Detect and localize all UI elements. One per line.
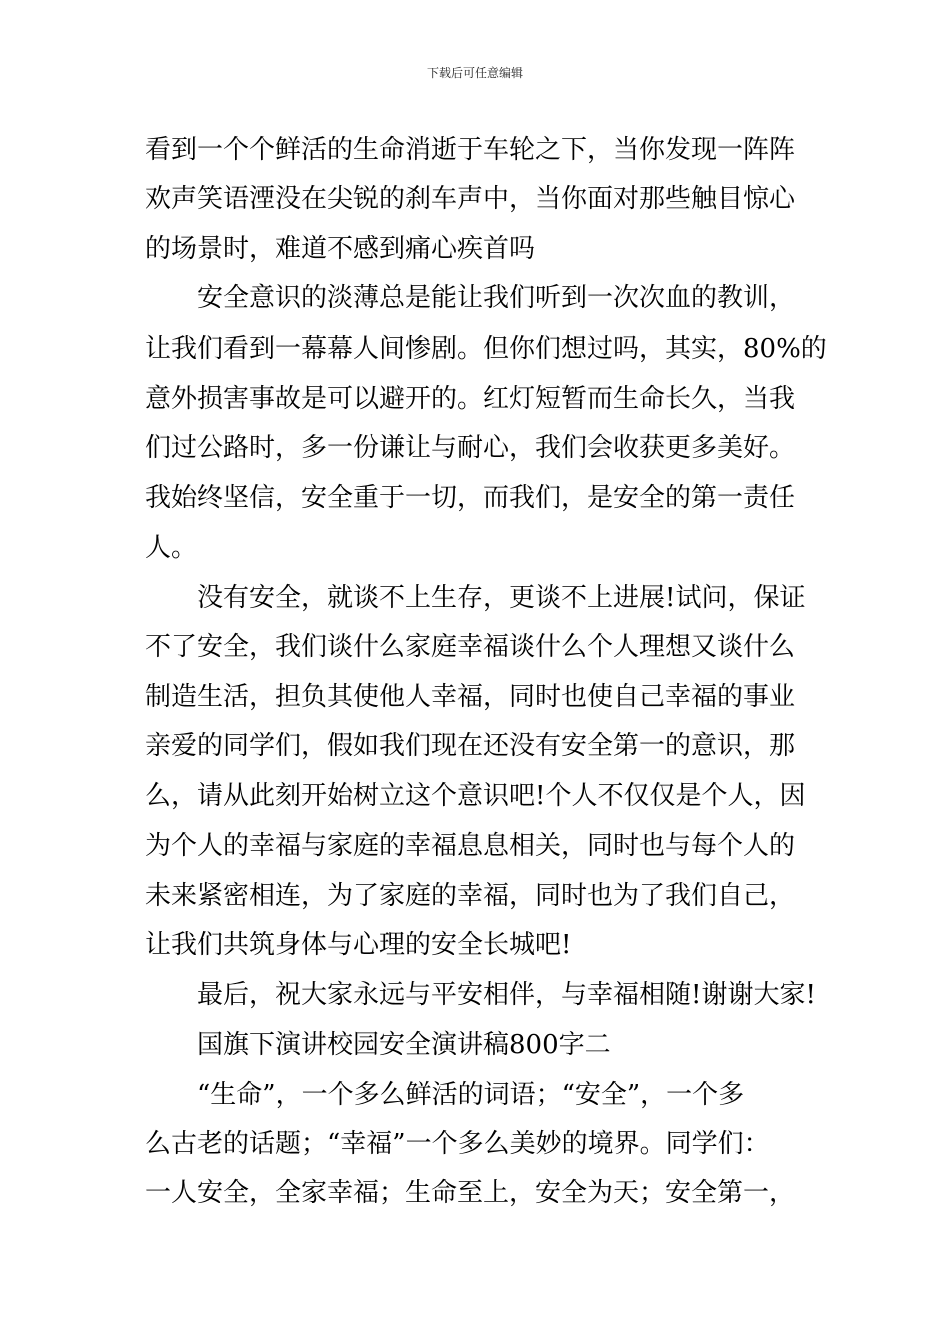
text-line: 们过公路时，多一份谦让与耐心，我们会收获更多美好。 [145,433,796,463]
text-line: “生命”，一个多么鲜活的词语；“安全”，一个多 [197,1080,745,1110]
text-line: 人。 [145,533,198,563]
text-line: 没有安全，就谈不上生存，更谈不上进展!试问，保证 [197,583,806,613]
text-line: 么，请从此刻开始树立这个意识吧!个人不仅仅是个人，因 [145,781,806,811]
text-line: 让我们看到一幕幕人间惨剧。但你们想过吗，其实，80%的 [145,334,827,364]
text-line: 制造生活，担负其使他人幸福，同时也使自己幸福的事业 [145,682,796,712]
text-line: 么古老的话题；“幸福”一个多么美妙的境界。同学们： [145,1129,770,1159]
text-line: 我始终坚信，安全重于一切，而我们，是安全的第一责任 [145,483,796,513]
text-line: 安全意识的淡薄总是能让我们听到一次次血的教训， [197,283,796,313]
text-line: 的场景时，难道不感到痛心疾首吗 [145,234,536,264]
text-line: 最后，祝大家永远与平安相伴，与幸福相随!谢谢大家! [197,980,816,1010]
text-line: 不了安全，我们谈什么家庭幸福谈什么个人理想又谈什么 [145,632,796,662]
text-line: 一人安全，全家幸福；生命至上，安全为天；安全第一， [145,1178,796,1208]
text-line: 欢声笑语湮没在尖锐的刹车声中，当你面对那些触目惊心 [145,184,796,214]
text-line: 看到一个个鲜活的生命消逝于车轮之下，当你发现一阵阵 [145,135,796,165]
text-line: 意外损害事故是可以避开的。红灯短暂而生命长久，当我 [145,384,796,414]
page-header: 下载后可任意编辑 [426,66,523,80]
text-line: 让我们共筑身体与心理的安全长城吧! [145,930,572,960]
text-line: 为个人的幸福与家庭的幸福息息相关，同时也与每个人的 [145,831,796,861]
text-line: 亲爱的同学们，假如我们现在还没有安全第一的意识，那 [145,731,796,761]
section-heading: 国旗下演讲校园安全演讲稿800字二 [197,1030,611,1060]
text-line: 未来紧密相连，为了家庭的幸福，同时也为了我们自己， [145,881,796,911]
